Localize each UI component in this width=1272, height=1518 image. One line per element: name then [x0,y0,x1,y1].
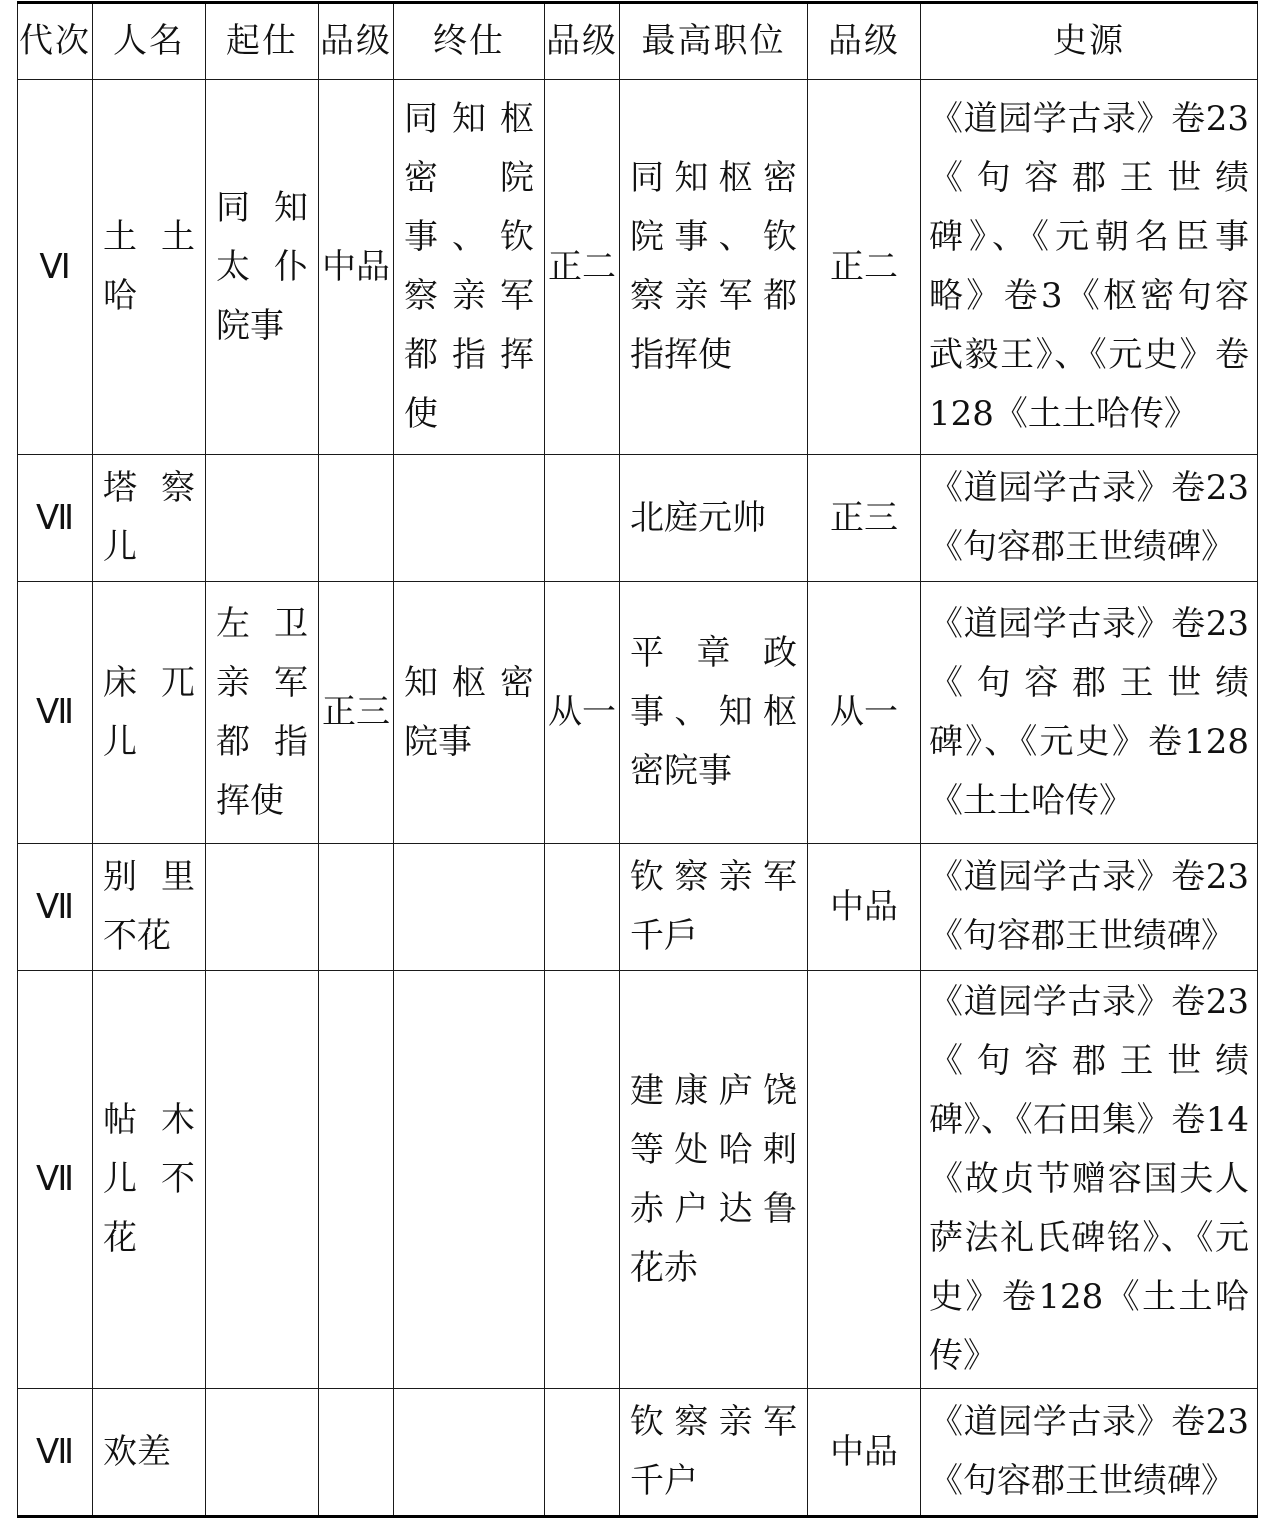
name-cell: 别里不花 [93,844,206,971]
last-rank-cell: 从一 [545,582,620,844]
first-post-cell [206,971,319,1389]
last-rank-cell [545,455,620,582]
header-first-rank: 品级 [319,3,394,80]
last-rank-cell: 正二 [545,80,620,455]
table-row [18,1389,1258,1517]
first-rank-cell [319,1389,394,1517]
table-row [18,455,1258,582]
highest-post-cell: 钦察亲军千戶 [620,844,808,971]
last-rank-cell [545,844,620,971]
first-rank-cell: 中品 [319,80,394,455]
name-cell: 欢差 [93,1389,206,1517]
header-generation: 代次 [18,3,93,80]
generation-cell: Ⅶ [18,582,93,844]
first-post-cell [206,844,319,971]
last-post-cell: 同知枢密院事、钦察亲军都指挥使 [394,80,545,455]
highest-post-cell: 北庭元帅 [620,455,808,582]
last-rank-cell [545,971,620,1389]
header-highest-post: 最高职位 [620,3,808,80]
first-rank-cell [319,971,394,1389]
highest-rank-cell: 中品 [808,1389,921,1517]
generation-cell: Ⅶ [18,1389,93,1517]
name-cell: 土土哈 [93,80,206,455]
generation-cell: Ⅵ [18,80,93,455]
first-rank-cell [319,455,394,582]
table-row [18,582,1258,844]
highest-post-cell: 平章政事、知枢密院事 [620,582,808,844]
source-cell: 《道园学古录》卷23《句容郡王世绩碑》、《元朝名臣事略》卷3《枢密句容武毅王》、《元史》卷128《土土哈传》 [921,80,1258,455]
first-rank-cell: 正三 [319,582,394,844]
last-post-cell [394,1389,545,1517]
header-highest-rank: 品级 [808,3,921,80]
first-rank-cell [319,844,394,971]
generation-cell: Ⅶ [18,455,93,582]
header-last-post: 终仕 [394,3,545,80]
name-cell: 帖木儿不花 [93,971,206,1389]
header-first-post: 起仕 [206,3,319,80]
highest-post-cell: 同知枢密院事、钦察亲军都指挥使 [620,80,808,455]
highest-rank-cell: 从一 [808,582,921,844]
last-post-cell [394,844,545,971]
header-name: 人名 [93,3,206,80]
header-source: 史源 [921,3,1258,80]
first-post-cell [206,455,319,582]
first-post-cell: 同知太仆院事 [206,80,319,455]
generation-cell: Ⅶ [18,971,93,1389]
last-post-cell [394,971,545,1389]
generation-cell: Ⅶ [18,844,93,971]
source-cell: 《道园学古录》卷23《句容郡王世绩碑》、《石田集》卷14《故贞节赠容国夫人萨法礼氏碑铭》、《元史》卷128《土土哈传》 [921,971,1258,1389]
highest-rank-cell [808,971,921,1389]
highest-rank-cell: 中品 [808,844,921,971]
source-cell: 《道园学古录》卷23《句容郡王世绩碑》 [921,844,1258,971]
name-cell: 塔察儿 [93,455,206,582]
highest-rank-cell: 正三 [808,455,921,582]
highest-post-cell: 建康庐饶等处哈剌赤户达鲁花赤 [620,971,808,1389]
header-row [18,3,1258,80]
source-cell: 《道园学古录》卷23《句容郡王世绩碑》 [921,455,1258,582]
highest-post-cell: 钦察亲军千户 [620,1389,808,1517]
table-row [18,80,1258,455]
name-cell: 床兀儿 [93,582,206,844]
table-row [18,844,1258,971]
table-row [18,971,1258,1389]
source-cell: 《道园学古录》卷23《句容郡王世绩碑》 [921,1389,1258,1517]
last-rank-cell [545,1389,620,1517]
last-post-cell: 知枢密院事 [394,582,545,844]
source-cell: 《道园学古录》卷23《句容郡王世绩碑》、《元史》卷128《土土哈传》 [921,582,1258,844]
header-last-rank: 品级 [545,3,620,80]
first-post-cell: 左卫亲军都指挥使 [206,582,319,844]
highest-rank-cell: 正二 [808,80,921,455]
first-post-cell [206,1389,319,1517]
last-post-cell [394,455,545,582]
officials-table [17,1,1258,1518]
